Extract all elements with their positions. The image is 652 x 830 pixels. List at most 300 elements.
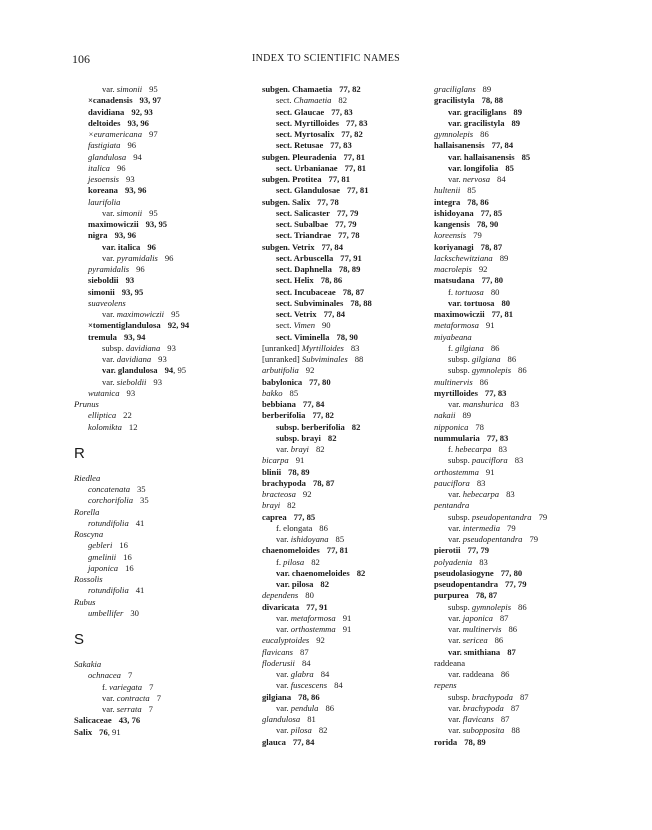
index-entry — [262, 140, 422, 151]
rank-prefix: var. — [276, 579, 292, 589]
page-refs: 77, 79 — [505, 579, 527, 589]
taxon-name: Daphnella — [294, 264, 332, 274]
index-entry — [262, 354, 422, 365]
index-entry — [434, 230, 614, 241]
taxon-name: simonii — [116, 84, 143, 94]
page-refs: 95 — [171, 309, 180, 319]
page-refs: 78, 90 — [336, 331, 358, 342]
page-refs: 92 — [305, 365, 315, 376]
index-entry — [262, 410, 422, 421]
page-refs: 87 — [510, 702, 520, 713]
taxon-name: gilgiana — [471, 354, 501, 364]
index-entry — [74, 388, 250, 399]
taxon-name: bakko — [262, 387, 283, 398]
taxon-name: chaenomeloides — [291, 567, 350, 578]
page-refs: 82 — [320, 579, 330, 589]
page-refs: 7 — [156, 692, 162, 703]
index-entry — [434, 489, 614, 500]
taxon-name: Glaucae — [294, 106, 325, 117]
page-refs: 84 — [301, 657, 311, 668]
index-entry — [434, 714, 614, 725]
page-refs: 78, 89 — [288, 466, 310, 477]
taxon-name: subopposita — [462, 725, 505, 736]
index-entry — [262, 377, 422, 388]
rank-prefix: subgen. — [262, 174, 293, 184]
rank-prefix: var. — [448, 117, 464, 128]
index-entry — [262, 444, 422, 455]
page-refs: 77, 83 — [330, 140, 352, 151]
page-refs: 77, 84 — [321, 241, 344, 252]
index-entry — [74, 484, 250, 495]
taxon-name: raddeana — [434, 657, 466, 668]
rank-prefix: var. — [276, 702, 291, 713]
page-refs: 7 — [148, 704, 153, 714]
page-refs: 77, 85 — [293, 511, 316, 522]
rank-prefix: var. — [102, 309, 117, 319]
taxon-name: sericea — [462, 635, 488, 646]
page-refs: 41 — [135, 517, 145, 528]
taxon-name: pyramidalis — [116, 252, 158, 263]
taxon-name: pilosa — [290, 725, 312, 736]
taxon-name: gilgiana — [455, 342, 484, 353]
page-refs: 77, 78 — [317, 196, 339, 207]
rank-prefix: var. — [448, 151, 464, 162]
rank-prefix: var. — [102, 376, 117, 387]
index-entry — [74, 597, 250, 608]
index-entry — [262, 590, 422, 601]
page-refs: 77, 81 — [343, 151, 365, 162]
taxon-name: elliptica — [88, 410, 117, 421]
taxon-name: tortuosa — [455, 286, 484, 297]
index-entry — [262, 433, 422, 444]
page-refs: 7 — [149, 681, 154, 692]
page-refs: 86 — [319, 522, 328, 533]
page-refs: 85 — [521, 151, 531, 162]
taxon-name: ishidoyana — [290, 534, 329, 544]
rank-prefix: subgen. — [262, 241, 292, 252]
rank-prefix: var. — [448, 612, 463, 623]
rank-prefix: subsp. — [448, 354, 472, 364]
rank-prefix: f. — [276, 556, 284, 567]
index-entry — [262, 343, 422, 354]
index-entry — [74, 298, 250, 309]
taxon-name: brachypoda — [262, 477, 306, 488]
index-entry — [434, 163, 614, 174]
page-refs: 86 — [508, 624, 518, 634]
taxon-name: Salix — [74, 726, 93, 737]
taxon-name: italica — [117, 241, 141, 252]
page-refs: 93 — [126, 174, 135, 184]
taxon-name: multinervis — [434, 376, 473, 387]
page-refs: 96 — [164, 252, 174, 263]
rank-prefix: sect. — [276, 185, 295, 196]
index-entry — [434, 84, 614, 95]
index-entry — [262, 152, 422, 163]
rank-prefix: sect. — [276, 129, 295, 139]
index-entry — [74, 309, 250, 320]
rank-prefix: var. — [102, 692, 117, 703]
taxon-name: gmelinii — [88, 551, 117, 562]
rank-prefix: var. — [448, 624, 463, 634]
index-column-3 — [434, 84, 614, 748]
page-refs: 89 — [462, 410, 472, 421]
index-entry — [262, 579, 422, 590]
taxon-name: koriyanagi — [434, 241, 474, 252]
index-entry — [74, 354, 250, 365]
rank-prefix: [unranked] — [262, 342, 302, 353]
index-entry — [434, 590, 614, 601]
running-head: INDEX TO SCIENTIFIC NAMES — [252, 53, 400, 64]
taxon-name: Arbuscella — [293, 252, 334, 263]
taxon-name: glauca — [262, 736, 286, 747]
taxon-name: hallaisanensis — [434, 140, 485, 151]
index-entry — [262, 242, 422, 253]
taxon-name: Vimen — [293, 320, 315, 331]
index-entry — [434, 354, 614, 365]
rank-prefix: var. — [102, 241, 118, 252]
taxon-name: brachypoda — [462, 702, 504, 713]
rank-prefix: f. — [448, 286, 456, 297]
page-refs: 77, 81 — [328, 174, 351, 184]
index-entry — [434, 388, 614, 399]
index-entry — [74, 507, 250, 518]
page-refs: 86 — [500, 669, 510, 679]
index-entry — [262, 478, 422, 489]
taxon-name: pilosa — [283, 556, 305, 567]
index-entry — [262, 309, 422, 320]
taxon-name: Vetrix — [291, 241, 315, 252]
index-entry — [434, 287, 614, 298]
page-refs: 78, 89 — [464, 736, 486, 747]
taxon-name: davidiana — [116, 354, 152, 364]
index-entry — [74, 185, 250, 196]
page-refs: 85 — [335, 534, 345, 544]
rank-prefix: subsp. — [448, 365, 472, 376]
index-entry — [74, 152, 250, 163]
taxon-name: hebecarpa — [455, 444, 492, 454]
index-entry — [262, 230, 422, 241]
taxon-name: Subviminales — [301, 354, 348, 364]
page-refs: 88 — [511, 725, 520, 736]
taxon-name: macrolepis — [434, 264, 472, 274]
section-letter: S — [74, 631, 85, 648]
rank-prefix: sect. — [276, 331, 294, 342]
index-entry — [262, 534, 422, 545]
taxon-name: maximowiczii — [88, 219, 139, 229]
index-entry — [74, 230, 250, 241]
taxon-name: purpurea — [434, 590, 469, 601]
index-entry — [262, 624, 422, 635]
taxon-name: brayi — [290, 444, 309, 454]
taxon-name: laurifolia — [88, 196, 121, 207]
page-refs: 16 — [125, 562, 134, 573]
taxon-name: Myrtilloides — [301, 342, 344, 353]
rank-prefix: sect. — [276, 117, 295, 128]
index-entry — [74, 727, 250, 738]
page-refs: 77, 81 — [344, 162, 367, 173]
index-entry — [434, 557, 614, 568]
taxon-name: Protitea — [292, 174, 322, 184]
taxon-name: smithiana — [463, 646, 501, 657]
taxon-name: nipponica — [434, 421, 469, 432]
page-refs: 96 — [127, 140, 137, 151]
index-entry — [74, 174, 250, 185]
index-entry — [74, 715, 250, 726]
page-refs: 92 — [478, 264, 488, 274]
rank-prefix: subsp. — [448, 691, 472, 702]
index-entry — [74, 670, 250, 681]
rank-prefix: var. — [102, 84, 117, 94]
taxon-name: hallaisanensis — [463, 151, 515, 162]
page-refs: 77, 80 — [481, 275, 504, 286]
taxon-name: brachypoda — [471, 691, 513, 702]
index-entry — [262, 253, 422, 264]
page-refs: 80 — [305, 590, 314, 601]
index-entry — [434, 467, 614, 478]
index-entry — [262, 455, 422, 466]
page-refs: 91 — [485, 320, 495, 331]
taxon-name: pauciflora — [471, 455, 508, 466]
index-entry — [434, 95, 614, 106]
index-entry — [262, 208, 422, 219]
rank-prefix: var. — [102, 252, 117, 263]
page-refs: 77, 79 — [336, 207, 359, 218]
index-entry — [262, 692, 422, 703]
index-entry — [434, 579, 614, 590]
index-entry — [434, 568, 614, 579]
index-entry — [74, 574, 250, 585]
page-refs: 77, 82 — [339, 84, 361, 94]
page-refs: 96 — [136, 264, 145, 274]
page-refs: 92 — [316, 635, 325, 646]
rank-prefix: var. — [276, 680, 291, 691]
index-entry — [74, 129, 250, 140]
page-refs: 82 — [318, 725, 328, 736]
rank-prefix: var. — [448, 174, 463, 184]
taxon-name: bebbiana — [262, 399, 296, 409]
taxon-name: metaformosa — [434, 320, 479, 331]
index-entry — [434, 703, 614, 714]
taxon-name: polyadenia — [434, 556, 473, 567]
taxon-name: Prunus — [74, 399, 99, 409]
index-entry — [74, 84, 250, 95]
taxon-name: brayi — [262, 500, 281, 511]
rank-prefix: subgen. — [262, 84, 293, 94]
page-refs: 82 — [287, 500, 296, 511]
index-entry — [434, 377, 614, 388]
taxon-name: Retusae — [294, 140, 324, 151]
index-entry — [74, 197, 250, 208]
section-letter: R — [74, 444, 85, 462]
page-refs: 77, 82 — [312, 410, 334, 421]
rank-prefix: var. — [276, 725, 291, 736]
page-refs: 77, 84 — [323, 309, 346, 319]
rank-prefix: [unranked] — [262, 354, 302, 364]
taxon-name: Urbanianae — [294, 162, 338, 173]
index-entry — [262, 545, 422, 556]
page-refs: 78, 90 — [476, 219, 499, 229]
page-refs: 77, 81 — [491, 309, 514, 319]
rank-prefix: var. — [276, 534, 291, 544]
page-refs: 77, 80 — [309, 376, 331, 387]
index-entry — [74, 332, 250, 343]
taxon-name: kangensis — [434, 219, 470, 229]
index-entry — [74, 208, 250, 219]
page-refs: 77, 81 — [326, 545, 349, 556]
index-entry — [434, 624, 614, 635]
page-refs: 91 — [485, 466, 495, 477]
page-refs: 77, 79 — [335, 219, 357, 229]
rank-prefix: var. — [276, 612, 291, 623]
taxon-name: pilosa — [291, 579, 314, 589]
taxon-name: koreana — [88, 185, 118, 196]
index-entry — [74, 264, 250, 275]
page-refs: 78, 86 — [320, 275, 343, 286]
page-refs: 78, 87 — [342, 286, 365, 297]
taxon-name: ×euramericana — [88, 129, 143, 139]
taxon-name: graciliglans — [434, 84, 476, 94]
index-entry — [434, 365, 614, 376]
index-entry — [262, 714, 422, 725]
page-number: 106 — [72, 52, 90, 66]
page-refs: 93 — [126, 387, 136, 398]
index-entry — [434, 219, 614, 230]
page-refs: 83 — [506, 489, 515, 499]
index-entry — [262, 658, 422, 669]
index-entry — [262, 399, 422, 410]
rank-prefix: sect. — [276, 309, 294, 319]
page-refs: 85 — [467, 185, 476, 196]
page-refs: 83 — [476, 477, 486, 488]
rank-prefix: f. — [448, 444, 456, 454]
page-refs: 87 — [499, 612, 509, 623]
taxon-name: nigra — [88, 230, 108, 241]
taxon-name: longifolia — [463, 162, 499, 173]
taxon-name: ×tomentiglandulosa — [88, 320, 161, 331]
taxon-name: davidiana — [88, 106, 125, 117]
taxon-name: graciliglans — [463, 106, 507, 117]
index-entry — [262, 163, 422, 174]
page-refs: 86 — [490, 342, 500, 353]
page-refs: 77, 83 — [486, 432, 509, 443]
taxon-name: berberifolia — [262, 410, 306, 421]
taxon-name: integra — [434, 196, 461, 207]
page-refs: 78, 86 — [298, 691, 320, 702]
page-refs: 94, 95 — [164, 365, 187, 376]
page-refs: 93, 96 — [114, 230, 137, 241]
index-entry — [74, 518, 250, 529]
taxon-name: floderusii — [262, 657, 295, 668]
rank-prefix: var. — [102, 207, 117, 218]
taxon-name: lackschewitziana — [434, 252, 493, 263]
taxon-name: suaveolens — [88, 297, 126, 308]
taxon-name: japonica — [88, 562, 119, 573]
taxon-name: blinii — [262, 466, 282, 477]
taxon-name: berberifolia — [301, 421, 345, 432]
index-entry — [74, 275, 250, 286]
page-refs: 89 — [513, 106, 523, 117]
index-entry — [262, 737, 422, 748]
rank-prefix: sect. — [276, 320, 294, 331]
page-refs: 78, 87 — [475, 590, 498, 601]
rank-prefix: subsp. — [448, 455, 472, 466]
taxon-name: umbellifer — [88, 607, 124, 618]
taxon-name: contracta — [116, 692, 150, 703]
index-entry — [434, 118, 614, 129]
taxon-name: Incubaceae — [294, 286, 336, 297]
page-refs: 78, 88 — [350, 297, 372, 308]
index-entry — [434, 737, 614, 748]
page-refs: 82 — [311, 556, 320, 567]
rank-prefix: var. — [276, 669, 291, 679]
page-refs: 92, 94 — [167, 320, 190, 331]
index-entry — [434, 275, 614, 286]
index-entry — [74, 163, 250, 174]
page-refs: 77, 83 — [331, 106, 353, 117]
taxon-name: nummularia — [434, 432, 480, 443]
page-refs: 76, 91 — [99, 726, 121, 737]
taxon-name: corchorifolia — [88, 495, 134, 506]
index-entry — [262, 489, 422, 500]
page-refs: 22 — [123, 410, 132, 421]
index-entry — [434, 253, 614, 264]
page-refs: 87 — [519, 691, 529, 702]
page-refs: 78, 89 — [338, 264, 361, 274]
page-refs: 97 — [149, 129, 158, 139]
page-refs: 88 — [354, 354, 364, 364]
page-refs: 96 — [116, 162, 126, 173]
taxon-name: davidiana — [125, 342, 161, 353]
page-refs: 77, 78 — [338, 230, 360, 241]
taxon-name: koreensis — [434, 230, 467, 241]
page-refs: 77, 91 — [340, 252, 362, 263]
taxon-name: gracilistyla — [463, 117, 505, 128]
page-refs: 77, 82 — [341, 129, 363, 139]
page-refs: 93, 95 — [121, 286, 144, 297]
taxon-name: miyabeana — [434, 331, 472, 342]
taxon-name: rotundifolia — [88, 517, 129, 528]
taxon-name: Salicaceae — [74, 715, 112, 726]
taxon-name: rotundifolia — [88, 585, 129, 596]
page-refs: 35 — [137, 484, 146, 494]
taxon-name: ×canadensis — [88, 95, 133, 106]
page-refs: 77, 79 — [467, 545, 490, 556]
taxon-name: wutanica — [88, 387, 120, 398]
taxon-name: glandulosa — [117, 365, 158, 376]
taxon-name: rorida — [434, 736, 458, 747]
page-refs: 81 — [307, 714, 316, 724]
taxon-name: glabra — [290, 669, 314, 679]
rank-prefix: var. — [276, 444, 291, 454]
page-refs: 91 — [342, 612, 352, 623]
index-entry — [434, 523, 614, 534]
taxon-name: Roscyna — [74, 529, 104, 539]
taxon-name: maximowiczii — [116, 309, 165, 319]
taxon-name: chaenomeloides — [262, 545, 320, 556]
taxon-name: gymnolepis — [471, 601, 512, 612]
taxon-name: fastigiata — [88, 140, 121, 151]
index-column-2 — [262, 84, 422, 748]
index-entry — [262, 512, 422, 523]
page-refs: 79 — [538, 511, 548, 522]
taxon-name: maximowiczii — [434, 309, 485, 319]
index-entry — [434, 692, 614, 703]
rank-prefix: subsp. — [448, 601, 472, 612]
rank-prefix: subgen. — [262, 151, 293, 162]
rank-prefix: sect. — [276, 106, 295, 117]
page-refs: 80 — [501, 297, 511, 308]
taxon-name: babylonica — [262, 376, 303, 387]
